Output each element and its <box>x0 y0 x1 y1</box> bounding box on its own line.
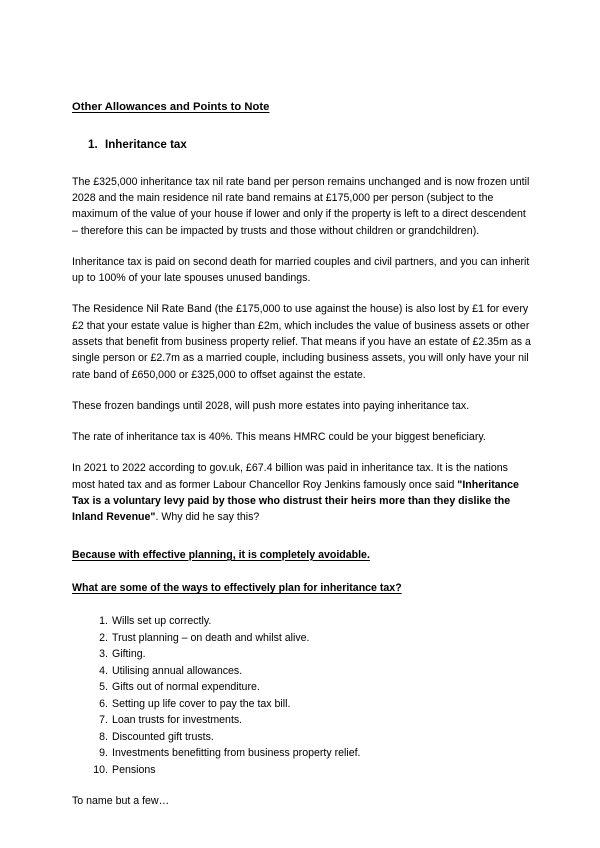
list-item <box>88 663 532 680</box>
list-item <box>88 729 532 746</box>
list-item-number <box>88 663 112 680</box>
list-item-label: Utilising annual allowances. <box>112 664 243 677</box>
list-item-label: Gifts out of normal expenditure. <box>112 681 260 694</box>
section-heading-inheritance-tax <box>72 137 532 152</box>
quote-text: "Inheritance Tax is a voluntary levy paid by those who distrust their heirs more than they dislike the Inland Revenue" <box>72 478 519 524</box>
list-item-label: Loan trusts for investments. <box>112 714 243 727</box>
list-item-number <box>88 613 112 630</box>
list-item-number <box>88 679 112 696</box>
list-item-number <box>88 745 112 762</box>
plan-list <box>72 613 532 778</box>
list-item-label: Setting up life cover to pay the tax bill. <box>112 697 291 710</box>
list-item <box>88 696 532 713</box>
section-heading-label: Inheritance tax <box>105 137 187 151</box>
section-number: 1. <box>88 137 98 151</box>
quote-trail-text: . Why did he say this? <box>155 511 260 524</box>
list-item-label: Wills set up correctly. <box>112 615 212 628</box>
quote-lead-text: In 2021 to 2022 according to gov.uk, £67.4 billion was paid in inheritance tax. It is the nations most hated tax and as former Labour Chancellor Roy Jenkins famously once said <box>72 462 508 491</box>
list-item-number <box>88 646 112 663</box>
paragraph-nil-rate-band: The £325,000 inheritance tax nil rate band per person remains unchanged and is now frozen until 2028 and the main residence nil rate band remains at £175,000 per person (subject to the maximum of the value of your house if lower and only if the property is left to a direct descendent – therefore this can be impacted by trusts and those without children or grandchildren). <box>72 175 530 237</box>
list-item-label: Discounted gift trusts. <box>112 730 214 743</box>
list-item <box>88 679 532 696</box>
list-item-number <box>88 696 112 713</box>
list-item-label: Pensions <box>112 763 156 776</box>
paragraph-second-death: Inheritance tax is paid on second death for married couples and civil partners, and you can inherit up to 100% of your late spouses unused bandings. <box>72 255 530 285</box>
list-item <box>88 745 532 762</box>
closing-line: To name but a few… <box>72 795 170 808</box>
list-item-number <box>88 712 112 729</box>
list-item-label: Gifting. <box>112 648 146 661</box>
heading-avoidable: Because with effective planning, it is completely avoidable. <box>72 548 370 561</box>
list-item-label: Investments benefitting from business property relief. <box>112 747 361 760</box>
list-item <box>88 712 532 729</box>
paragraph-frozen-bandings: These frozen bandings until 2028, will push more estates into paying inheritance tax. <box>72 399 470 412</box>
list-item-label: Trust planning – on death and whilst alive. <box>112 631 310 644</box>
list-item <box>88 762 532 779</box>
page-title: Other Allowances and Points to Note <box>72 101 270 113</box>
list-item <box>88 646 532 663</box>
list-item-number <box>88 729 112 746</box>
list-item <box>88 630 532 647</box>
list-item <box>88 613 532 630</box>
paragraph-residence-nil-rate-band: The Residence Nil Rate Band (the £175,000 to use against the house) is also lost by £1 for every £2 that your estate value is higher than £2m, which includes the value of business assets or other assets that benefit from business property relief. That means if you have an estate of £2.35m as a single person or £2.7m as a married couple, including business assets, you will only have your nil rate band of £650,000 or £325,000 to offset against the estate. <box>72 303 531 381</box>
paragraph-roy-jenkins-quote <box>72 460 532 525</box>
paragraph-tax-rate: The rate of inheritance tax is 40%. This means HMRC could be your biggest beneficiary. <box>72 431 486 444</box>
heading-ways-to-plan: What are some of the ways to effectively plan for inheritance tax? <box>72 581 402 594</box>
list-item-number <box>88 762 112 779</box>
list-item-number <box>88 630 112 647</box>
